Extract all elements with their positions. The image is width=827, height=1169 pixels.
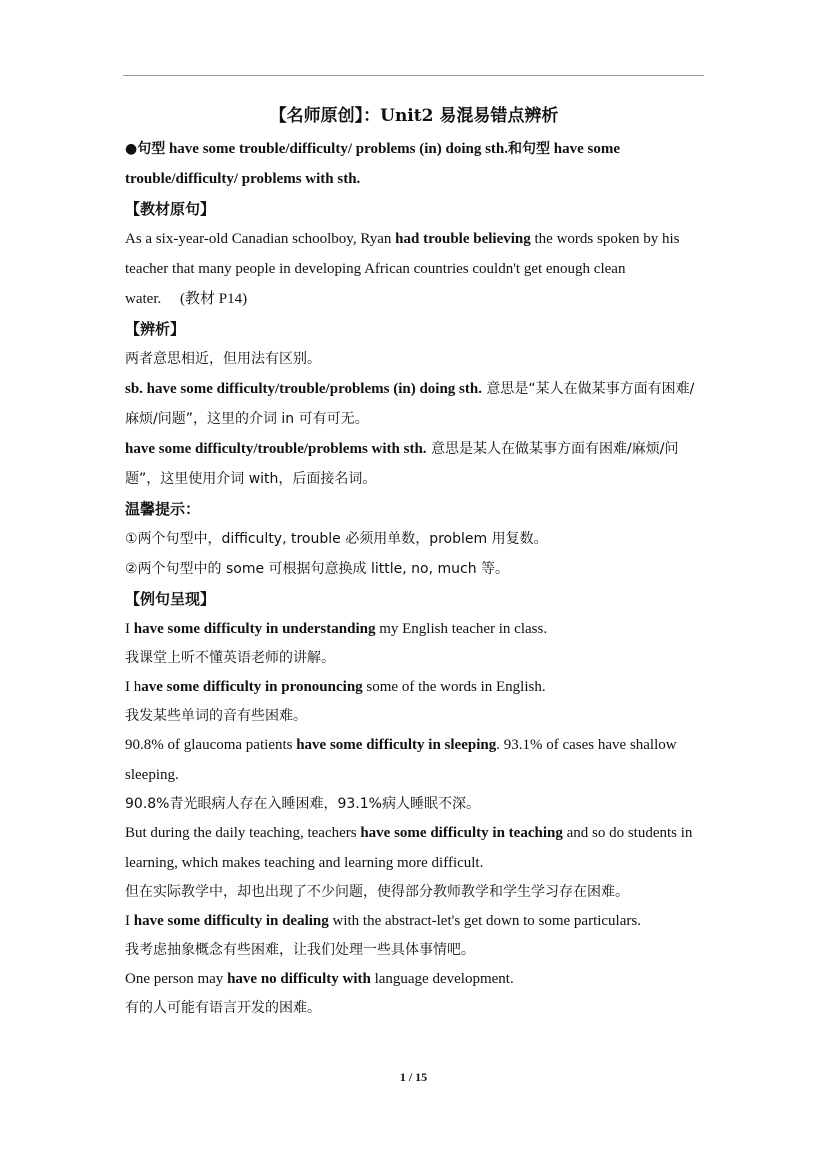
analysis-point-2 <box>125 434 703 494</box>
example-en <box>125 906 703 936</box>
textbook-heading: 【教材原句】 <box>125 200 216 218</box>
page-number: 1 / 15 <box>399 1070 428 1084</box>
example-post: and so do students in learning, which makes teaching and learning more difficult. <box>125 825 693 871</box>
textbook-bold: had trouble believing <box>395 231 531 247</box>
example-bold: have some difficulty in sleeping <box>296 737 497 753</box>
example-en <box>125 730 703 790</box>
example-pre: But during the daily teaching, teachers <box>125 825 361 841</box>
example-item <box>125 730 703 818</box>
pattern-two: have some trouble/difficulty/ problems with sth. <box>125 141 621 187</box>
textbook-ref: (教材 P14) <box>179 291 248 307</box>
example-item <box>125 818 703 906</box>
tip-2: ②两个句型中的 some 可根据句意换成 little, no, much 等。 <box>125 561 510 577</box>
document-page <box>125 102 703 1022</box>
example-bold: have some difficulty in understanding <box>133 621 376 637</box>
page-title: 【名师原创】：Unit2 易混易错点辨析 <box>269 106 559 126</box>
textbook-pre: As a six-year-old Canadian schoolboy, Ryan <box>125 231 396 247</box>
analysis-point-1-text: 意思是“某人在做某事方面有困难/麻烦/问题”，这里的介词 in 可有可无。 <box>125 381 695 427</box>
analysis-heading: 【辨析】 <box>125 320 186 338</box>
tip-1: ①两个句型中，difficulty, trouble 必须用单数，problem 用复数。 <box>125 531 548 547</box>
example-post: with the abstract-let's get down to some particulars. <box>328 913 641 929</box>
example-bold: have some difficulty in teaching <box>360 825 563 841</box>
example-pre: I <box>125 913 134 929</box>
pattern-one: have some trouble/difficulty/ problems (in) doing sth. <box>165 141 509 157</box>
analysis-point-2-pattern: have some difficulty/trouble/problems with sth. <box>125 441 427 457</box>
analysis-point-1 <box>125 374 703 434</box>
pattern-statement <box>125 134 703 194</box>
analysis-summary: 两者意思相近，但用法有区别。 <box>125 351 321 367</box>
example-pre: 90.8% of glaucoma patients <box>125 737 297 753</box>
example-item <box>125 906 703 964</box>
analysis-point-2-text: 意思是某人在做某事方面有困难/麻烦/问题”，这里使用介词 with，后面接名词。 <box>125 441 679 487</box>
example-en <box>125 818 703 878</box>
example-zh: 我课堂上听不懂英语老师的讲解。 <box>125 650 335 666</box>
example-bold: have no difficulty with <box>227 971 371 987</box>
example-zh: 但在实际教学中，却也出现了不少问题，使得部分教师教学和学生学习存在困难。 <box>125 884 629 900</box>
tips-heading: 温馨提示： <box>125 500 201 518</box>
example-item <box>125 964 703 1022</box>
example-bold: ave some difficulty in pronouncing <box>141 679 363 695</box>
textbook-post: the words spoken by his teacher that many people in developing African countries couldn't get enough clean water. <box>125 231 680 307</box>
example-zh: 90.8%青光眼病人存在入睡困难，93.1%病人睡眠不深。 <box>125 796 480 812</box>
example-zh: 我考虑抽象概念有些困难，让我们处理一些具体事情吧。 <box>125 942 475 958</box>
example-pre: I <box>125 621 134 637</box>
example-post: my English teacher in class. <box>375 621 548 637</box>
example-en <box>125 672 703 702</box>
examples-heading: 【例句呈现】 <box>125 590 216 608</box>
example-post: language development. <box>370 971 514 987</box>
example-pre: One person may <box>125 971 228 987</box>
example-zh: 有的人可能有语言开发的困难。 <box>125 1000 321 1016</box>
example-item <box>125 672 703 730</box>
example-en <box>125 964 703 994</box>
example-en <box>125 614 703 644</box>
example-post: some of the words in English. <box>362 679 546 695</box>
example-zh: 我发某些单词的音有些困难。 <box>125 708 307 724</box>
example-bold: have some difficulty in dealing <box>133 913 329 929</box>
bullet-label: ●句型 <box>125 141 166 157</box>
example-post: . 93.1% of cases have shallow sleeping. <box>125 737 677 783</box>
textbook-sentence <box>125 224 703 314</box>
analysis-point-1-pattern: sb. have some difficulty/trouble/problems (in) doing sth. <box>125 381 482 397</box>
example-pre: I h <box>125 679 142 695</box>
pattern-connector: 和句型 <box>508 141 551 157</box>
example-item <box>125 614 703 672</box>
header-rule <box>123 75 704 76</box>
